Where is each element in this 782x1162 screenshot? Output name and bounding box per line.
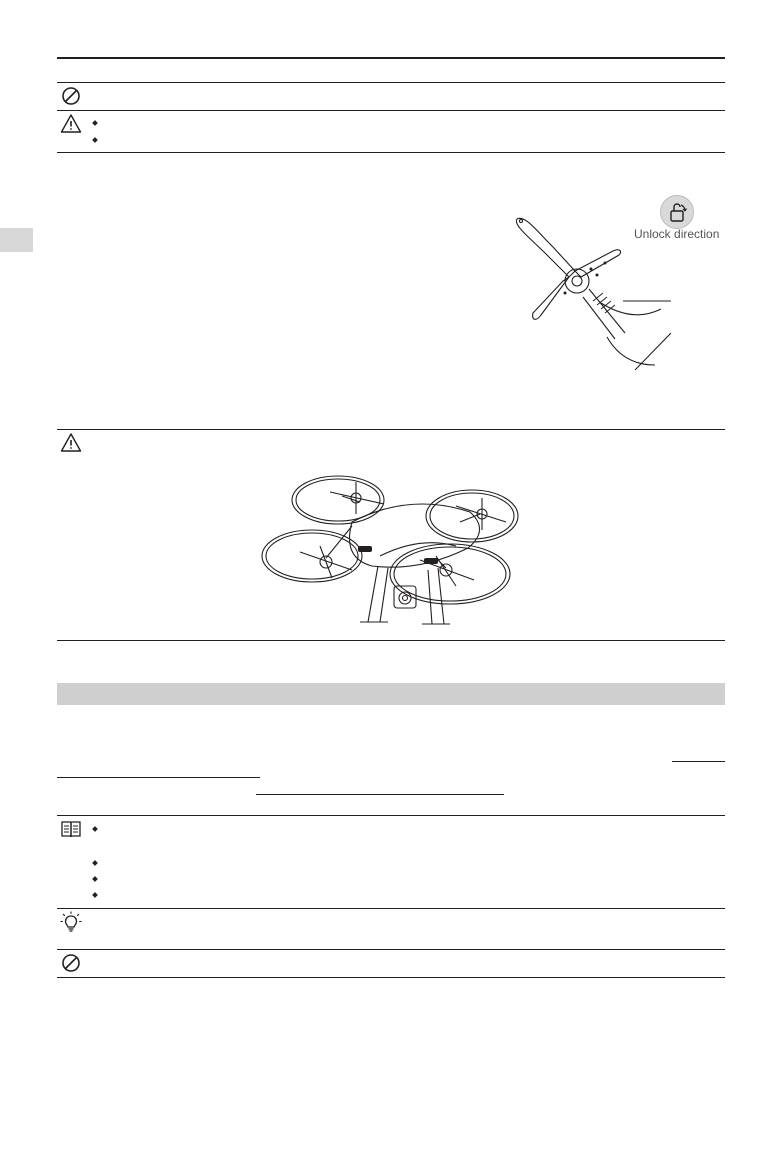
lightbulb-icon	[60, 911, 82, 933]
bullet	[92, 826, 98, 832]
note-rule	[57, 977, 725, 978]
note-rule	[57, 110, 725, 111]
header-rule	[57, 57, 725, 59]
note-rule	[57, 429, 725, 430]
note-rule	[57, 949, 725, 950]
bullet	[92, 892, 98, 898]
section-heading-bar	[57, 683, 725, 705]
link-underline	[57, 777, 260, 778]
figure-caption: Unlock direction	[634, 227, 720, 241]
unlock-icon	[661, 196, 693, 228]
note-rule	[57, 908, 725, 909]
bullet	[92, 876, 98, 882]
warning-icon	[60, 113, 82, 135]
drone-with-guards-figure	[260, 462, 520, 630]
bullet	[92, 137, 98, 143]
unlock-badge	[660, 195, 694, 229]
note-rule	[57, 82, 725, 83]
warning-icon	[60, 432, 82, 454]
note-rule	[57, 640, 725, 641]
bullet	[92, 120, 98, 126]
side-tab	[0, 228, 33, 252]
note-rule	[57, 152, 725, 153]
note-rule	[57, 815, 725, 816]
bullet	[92, 860, 98, 866]
link-underline	[672, 761, 725, 762]
prohibited-icon	[60, 85, 82, 107]
book-icon	[60, 818, 82, 840]
link-underline	[256, 794, 504, 795]
prohibited-icon	[60, 952, 82, 974]
